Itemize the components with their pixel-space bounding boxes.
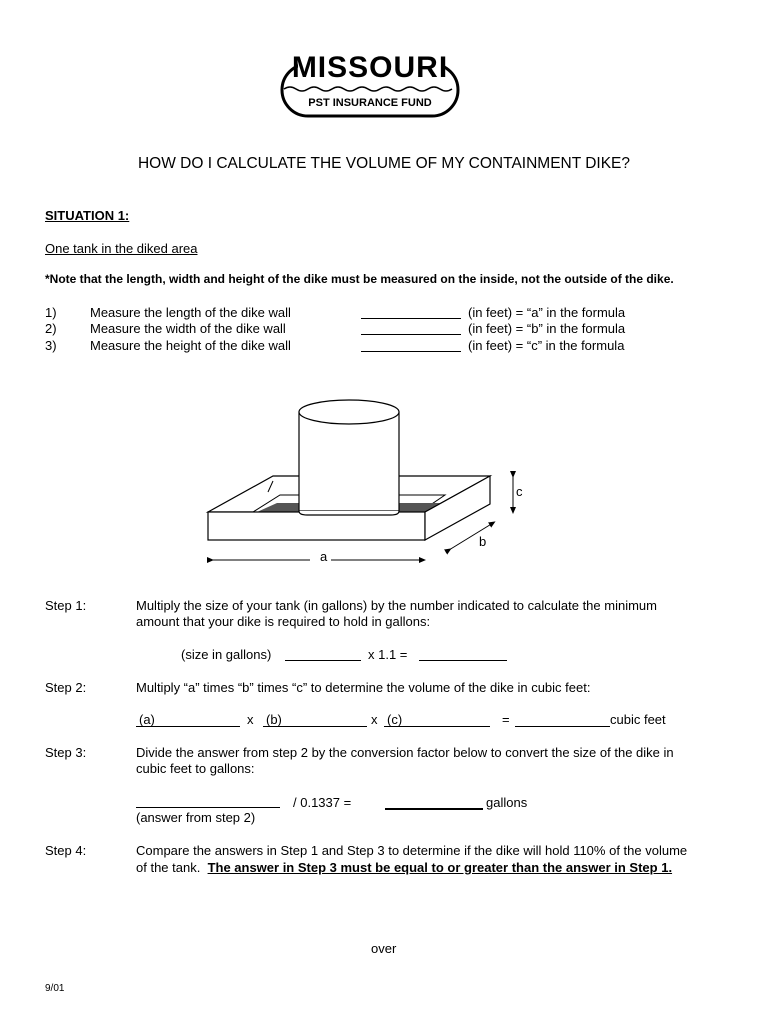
step4-text-emphasis: The answer in Step 3 must be equal to or greater than the answer in Step 1. — [207, 860, 673, 875]
step2-times-2: x — [371, 712, 378, 727]
step3-answer-note: (answer from step 2) — [136, 810, 256, 825]
missouri-pst-logo — [270, 44, 500, 124]
step2-text-line1: Multiply “a” times “b” times “c” to determine the volume of the dike in cubic feet: — [136, 680, 591, 695]
diagram-label-c: c — [516, 484, 523, 499]
measurement-note: *Note that the length, width and height of the dike must be measured on the inside, not the outside of the dike. — [45, 272, 674, 286]
step1-label: Step 1: — [45, 598, 87, 613]
step2-c-label: (c) — [387, 712, 403, 727]
step1-result-field[interactable] — [419, 660, 507, 661]
step4-label: Step 4: — [45, 843, 87, 858]
measurement-unit-3: (in feet) = “c” in the formula — [468, 338, 625, 353]
page-title: HOW DO I CALCULATE THE VOLUME OF MY CONTAINMENT DIKE? — [137, 155, 631, 172]
measurement-unit-2: (in feet) = “b” in the formula — [468, 321, 626, 336]
measurement-field-3[interactable] — [361, 351, 461, 352]
step3-result-field[interactable] — [385, 808, 483, 810]
measurement-unit-1: (in feet) = “a” in the formula — [468, 305, 626, 320]
measurement-text-1: Measure the length of the dike wall — [90, 305, 291, 320]
dike-diagram — [195, 395, 535, 575]
measurement-field-1[interactable] — [361, 318, 461, 319]
step3-text-line2: cubic feet to gallons: — [136, 761, 255, 776]
step1-formula-prefix: (size in gallons) — [181, 647, 272, 662]
step2-unit: cubic feet — [610, 712, 666, 727]
step2-c-field[interactable] — [384, 726, 490, 727]
logo-bottom-text: PST INSURANCE FUND — [308, 97, 432, 109]
step1-size-field[interactable] — [285, 660, 361, 661]
step4-text-plain: of the tank. — [136, 860, 201, 875]
logo-top-text: MISSOURI — [291, 51, 449, 84]
step2-label: Step 2: — [45, 680, 87, 695]
step2-a-label: (a) — [139, 712, 155, 727]
step2-a-field[interactable] — [136, 726, 240, 727]
revision-date: 9/01 — [45, 983, 65, 994]
step3-divisor: / 0.1337 = — [293, 795, 352, 810]
measurement-field-2[interactable] — [361, 334, 461, 335]
step2-b-field[interactable] — [263, 726, 367, 727]
diagram-label-a: a — [320, 549, 328, 564]
step2-times-1: x — [247, 712, 254, 727]
step4-text-line1: Compare the answers in Step 1 and Step 3 to determine if the dike will hold 110% of the volume — [136, 843, 688, 858]
situation-subheading: One tank in the diked area — [45, 241, 198, 256]
over-label: over — [371, 941, 397, 956]
step1-text-line1: Multiply the size of your tank (in gallons) by the number indicated to calculate the minimum — [136, 598, 657, 613]
step4-text-line2 — [136, 860, 672, 875]
situation-heading: SITUATION 1: — [45, 208, 130, 223]
step3-answer-field[interactable] — [136, 807, 280, 808]
step1-formula-op: x 1.1 = — [368, 647, 408, 662]
diagram-label-b: b — [479, 534, 487, 549]
step1-text-line2: amount that your dike is required to hold in gallons: — [136, 614, 431, 629]
step3-label: Step 3: — [45, 745, 87, 760]
measurement-text-2: Measure the width of the dike wall — [90, 321, 286, 336]
step3-unit: gallons — [486, 795, 528, 810]
step2-b-label: (b) — [266, 712, 282, 727]
measurement-num-1: 1) — [45, 305, 57, 320]
measurement-num-2: 2) — [45, 321, 57, 336]
measurement-num-3: 3) — [45, 338, 57, 353]
step2-result-field[interactable] — [515, 726, 610, 727]
step2-equals: = — [502, 712, 510, 727]
measurement-text-3: Measure the height of the dike wall — [90, 338, 291, 353]
step3-text-line1: Divide the answer from step 2 by the conversion factor below to convert the size of the dike in — [136, 745, 674, 760]
